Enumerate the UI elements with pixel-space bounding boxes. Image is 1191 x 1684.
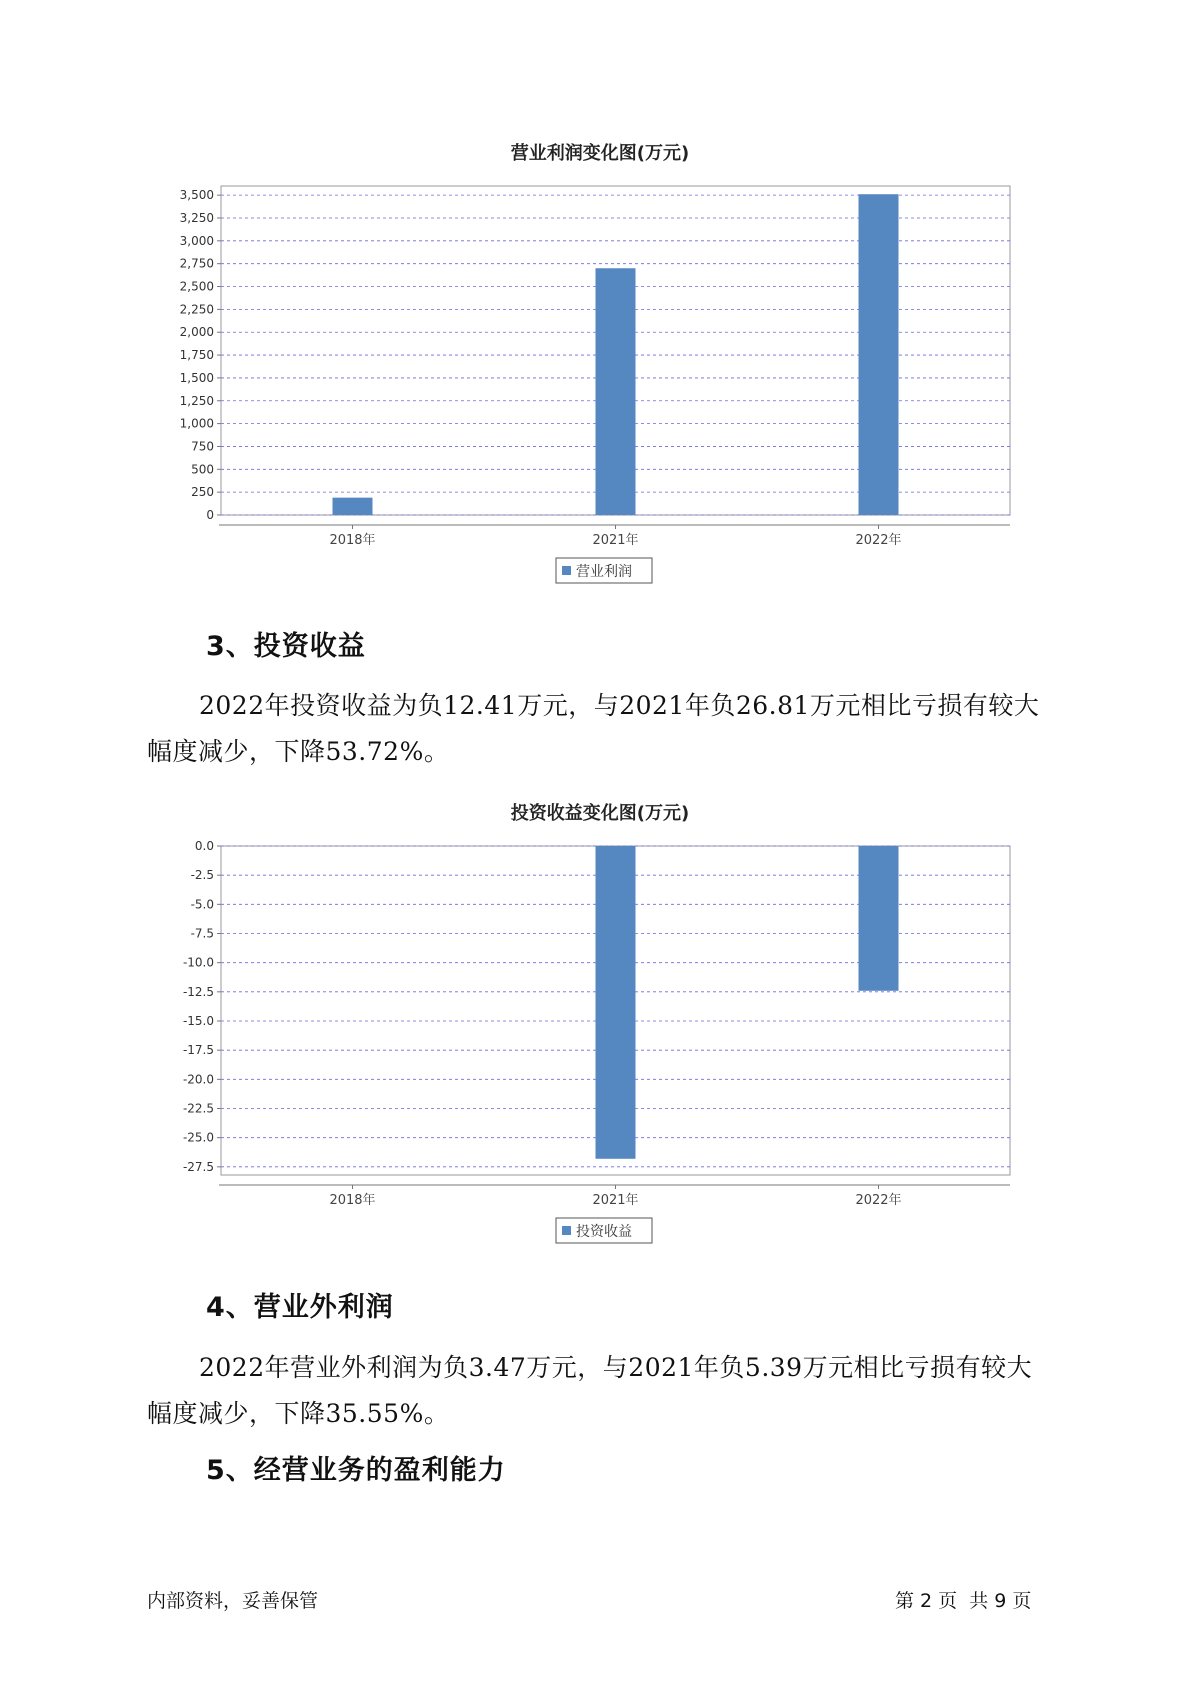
y-tick-label: 3,500 xyxy=(179,188,214,203)
y-tick-label: 1,500 xyxy=(179,370,214,385)
paragraph-non-operating-profit xyxy=(147,1345,1047,1437)
x-tick-label: 2022年 xyxy=(855,533,902,548)
x-tick-label: 2021年 xyxy=(592,533,639,548)
y-tick-label: 2,250 xyxy=(179,302,214,317)
y-tick-label: -22.5 xyxy=(182,1101,214,1116)
bar xyxy=(596,846,636,1159)
investment-income-chart-svg xyxy=(150,790,1050,1260)
y-tick-label: 750 xyxy=(191,439,214,454)
chart-title: 营业利润变化图(万元) xyxy=(510,143,690,164)
y-tick-label: -7.5 xyxy=(190,926,214,941)
x-tick-label: 2022年 xyxy=(855,1193,902,1208)
y-tick-label: -15.0 xyxy=(182,1014,214,1028)
y-tick-label: -25.0 xyxy=(182,1130,214,1145)
legend-label: 投资收益 xyxy=(576,1224,632,1240)
y-tick-label: -27.5 xyxy=(182,1159,214,1174)
y-tick-label: 500 xyxy=(191,462,214,477)
bar xyxy=(859,194,899,515)
y-tick-label: 1,750 xyxy=(179,348,214,363)
x-tick-label: 2021年 xyxy=(592,1193,639,1208)
footer-page-number: 第 2 页 共 9 页 xyxy=(895,1590,1032,1612)
operating-profit-chart-svg xyxy=(150,130,1050,600)
y-tick-label: -10.0 xyxy=(182,955,214,970)
y-tick-label: 3,000 xyxy=(179,233,214,248)
section-heading-business-profitability: 5、经营业务的盈利能力 xyxy=(206,1455,506,1486)
footer-confidential-note: 内部资料，妥善保管 xyxy=(147,1590,319,1612)
y-tick-label: 2,000 xyxy=(179,325,214,340)
bar xyxy=(859,846,899,991)
bar xyxy=(333,498,373,515)
y-tick-label: 2,750 xyxy=(179,256,214,271)
operating-profit-chart xyxy=(150,130,1050,600)
y-tick-label: -2.5 xyxy=(190,868,214,883)
paragraph-investment-income xyxy=(147,683,1047,775)
section-heading-non-operating-profit: 4、营业外利润 xyxy=(206,1292,394,1323)
chart-title: 投资收益变化图(万元) xyxy=(510,803,690,824)
y-tick-label: -12.5 xyxy=(182,984,214,999)
legend-swatch xyxy=(562,1226,571,1235)
x-tick-label: 2018年 xyxy=(329,1193,376,1208)
y-tick-label: -20.0 xyxy=(182,1072,214,1087)
x-tick-label: 2018年 xyxy=(329,533,376,548)
bar xyxy=(596,268,636,515)
legend-label: 营业利润 xyxy=(576,564,632,580)
paragraph-investment-income-text: 2022年投资收益为负12.41万元，与2021年负26.81万元相比亏损有较大幅度减少，下降53.72%。 xyxy=(147,691,1040,766)
investment-income-chart xyxy=(150,790,1050,1260)
legend-swatch xyxy=(562,566,571,575)
y-tick-label: 3,250 xyxy=(179,210,214,225)
y-tick-label: 1,250 xyxy=(179,393,214,408)
y-tick-label: -5.0 xyxy=(190,897,214,912)
y-tick-label: 0.0 xyxy=(194,839,214,853)
y-tick-label: 250 xyxy=(191,485,214,500)
y-tick-label: 0 xyxy=(206,508,214,522)
y-tick-label: 2,500 xyxy=(179,279,214,294)
y-tick-label: -17.5 xyxy=(182,1043,214,1058)
paragraph-non-operating-profit-text: 2022年营业外利润为负3.47万元，与2021年负5.39万元相比亏损有较大幅度减少，下降35.55%。 xyxy=(147,1353,1033,1428)
section-heading-investment-income: 3、投资收益 xyxy=(206,631,366,662)
y-tick-label: 1,000 xyxy=(179,416,214,431)
